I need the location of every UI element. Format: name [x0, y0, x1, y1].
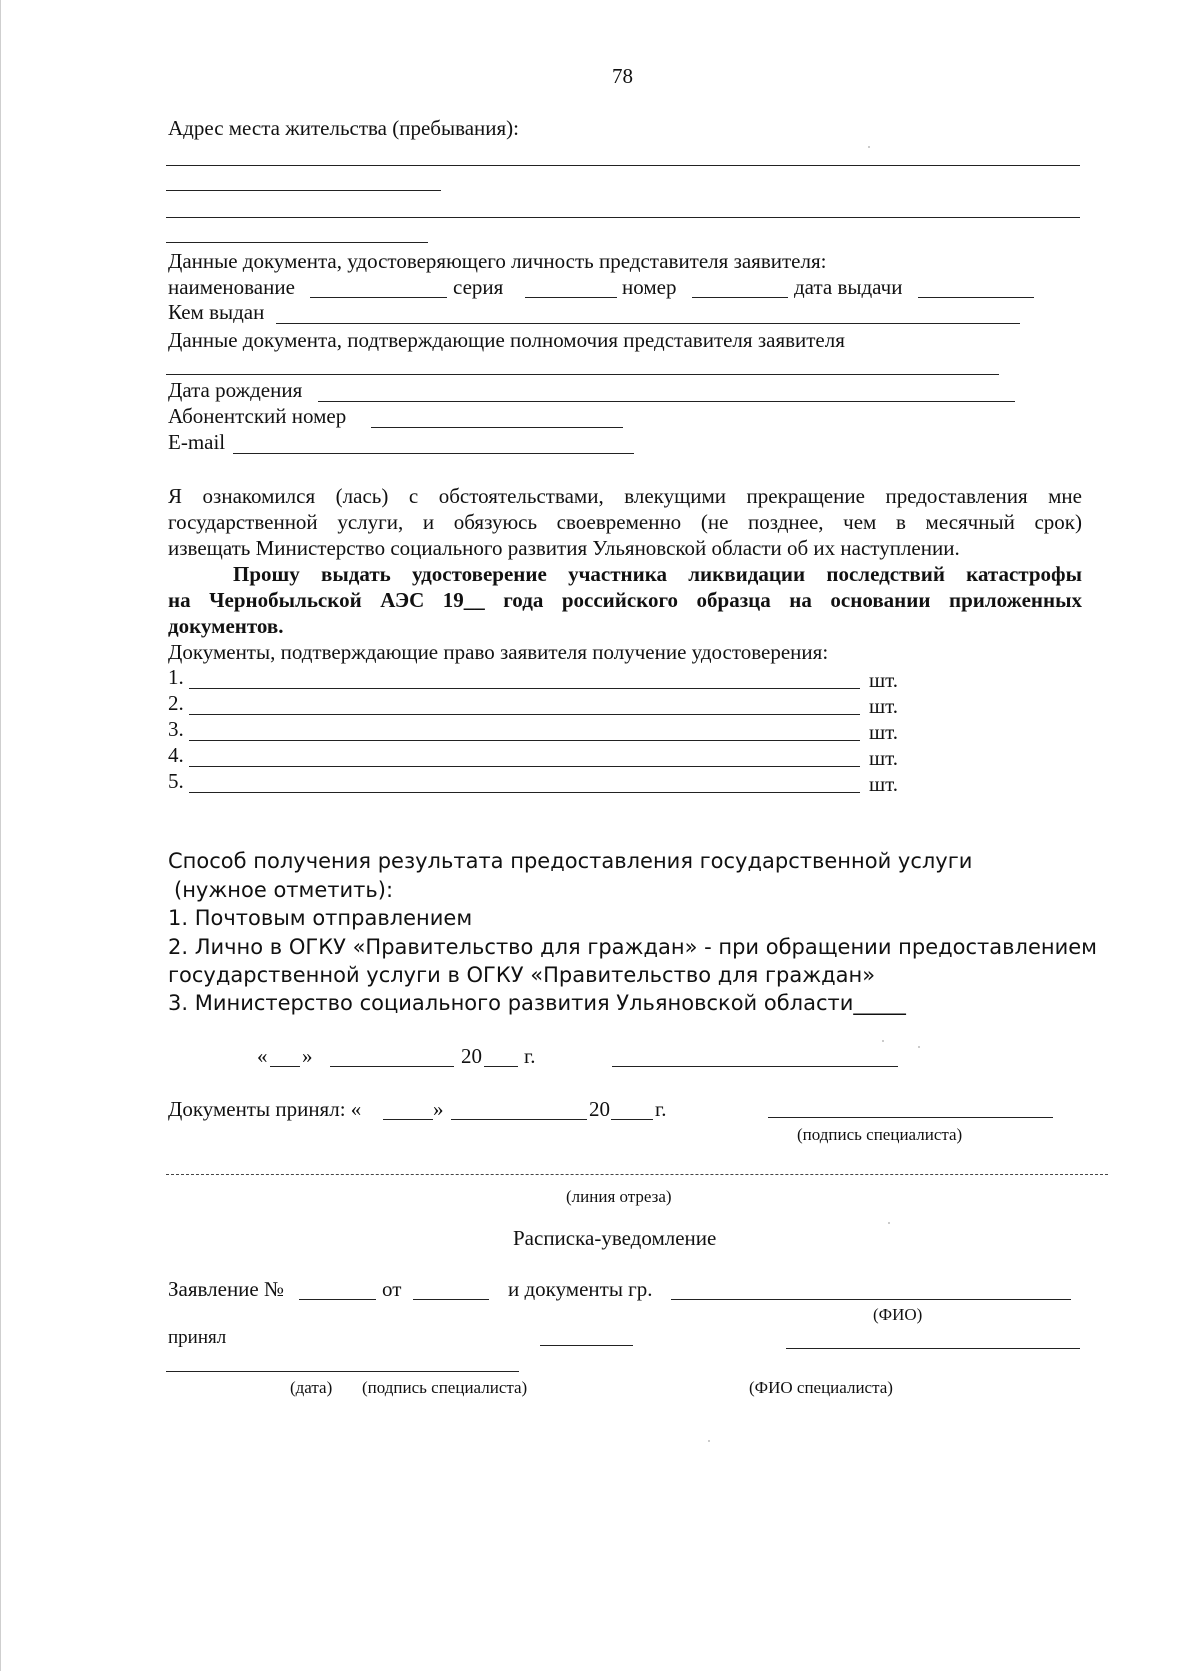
specialist-signature-caption: (подпись специалиста): [797, 1125, 963, 1144]
cut-line: [166, 1174, 1108, 1175]
doc-issue-date-field[interactable]: [918, 297, 1034, 298]
accepted-year-field[interactable]: [611, 1119, 653, 1120]
ack-line-2: государственной услуги, и обязуюсь своевременно (не позднее, чем в месячный срок): [168, 510, 1082, 534]
doc-item-unit: шт.: [869, 720, 899, 744]
doc-item-unit: шт.: [869, 694, 899, 718]
date-year-field[interactable]: [484, 1066, 518, 1067]
documents-of-label: и документы гр.: [508, 1277, 653, 1301]
date-quote-close: »: [302, 1044, 313, 1068]
date-year-suffix: г.: [524, 1044, 536, 1068]
doc-item-field[interactable]: [189, 714, 860, 715]
citizen-fio-field[interactable]: [671, 1299, 1071, 1300]
date-year-prefix: 20: [461, 1044, 482, 1068]
birth-date-label: Дата рождения: [168, 378, 303, 402]
date-quote-open: «: [257, 1044, 268, 1068]
doc-number-label: номер: [622, 275, 677, 299]
method-option-in-person-cont: государственной услуги в ОГКУ «Правительство для граждан»: [168, 963, 876, 987]
doc-series-field[interactable]: [525, 297, 617, 298]
phone-label: Абонентский номер: [168, 404, 347, 428]
accepted-day-field[interactable]: [383, 1119, 433, 1120]
method-title: Способ получения результата предоставления государственной услуги: [168, 849, 973, 873]
doc-item-field[interactable]: [189, 688, 860, 689]
doc-series-label: серия: [453, 275, 504, 299]
doc-issue-date-label: дата выдачи: [794, 275, 903, 299]
doc-item-field[interactable]: [189, 766, 860, 767]
address-field-line-1[interactable]: [166, 165, 1080, 166]
address-field-line-3[interactable]: [166, 217, 1080, 218]
doc-item-unit: шт.: [869, 668, 899, 692]
accepted-year-suffix: г.: [655, 1097, 667, 1121]
doc-item-field[interactable]: [189, 792, 860, 793]
from-label: от: [382, 1277, 402, 1301]
method-subtitle: (нужное отметить):: [174, 878, 394, 902]
request-line-2: на Чернобыльской АЭС 19__ года российского образца на основании приложенных: [168, 588, 1082, 612]
birth-date-field[interactable]: [318, 401, 1015, 402]
date-caption: (дата): [290, 1378, 333, 1397]
doc-item-num: 1.: [168, 665, 184, 689]
date-day-field[interactable]: [270, 1066, 300, 1067]
doc-item-unit: шт.: [869, 772, 899, 796]
doc-item-field[interactable]: [189, 740, 860, 741]
accepted-quote-close: »: [433, 1097, 444, 1121]
cut-line-caption: (линия отреза): [566, 1187, 672, 1206]
email-label: E-mail: [168, 430, 226, 454]
email-field[interactable]: [233, 453, 634, 454]
fio-specialist-caption: (ФИО специалиста): [749, 1378, 893, 1397]
method-option-mail[interactable]: 1. Почтовым отправлением: [168, 906, 473, 930]
date-month-field[interactable]: [330, 1066, 454, 1067]
doc-item-num: 4.: [168, 743, 184, 767]
method-option-in-person[interactable]: 2. Лично в ОГКУ «Правительство для граждан» - при обращении предоставлением: [168, 935, 1098, 959]
receipt-date-field[interactable]: [166, 1371, 519, 1372]
statement-number-field[interactable]: [299, 1299, 376, 1300]
issued-by-label: Кем выдан: [168, 300, 265, 324]
docs-header: Документы, подтверждающие право заявителя получение удостоверения:: [168, 640, 829, 664]
request-line-1: Прошу выдать удостоверение участника ликвидации последствий катастрофы: [233, 562, 1082, 586]
sign-caption: (подпись специалиста): [362, 1378, 528, 1397]
authority-doc-field[interactable]: [166, 374, 999, 375]
doc-number-field[interactable]: [692, 297, 788, 298]
ack-line-1: Я ознакомился (лась) с обстоятельствами, влекущими прекращение предоставления мне: [168, 484, 1082, 508]
doc-name-label: наименование: [168, 275, 295, 299]
doc-name-field[interactable]: [310, 297, 447, 298]
receipt-signature-field[interactable]: [540, 1345, 633, 1346]
page-number: 78: [612, 64, 633, 88]
method-option-ministry[interactable]: 3. Министерство социального развития Ульяновской области_____: [168, 991, 906, 1015]
issued-by-field[interactable]: [276, 323, 1020, 324]
scan-speck: [882, 1040, 884, 1042]
fio-caption: (ФИО): [873, 1305, 923, 1324]
ack-line-3: извещать Министерство социального развития Ульяновской области об их наступлении.: [168, 536, 960, 560]
scan-speck: [888, 1222, 890, 1224]
scan-speck: [918, 1046, 920, 1048]
receipt-specialist-fio-field[interactable]: [786, 1348, 1080, 1349]
rep-doc-label: Данные документа, удостоверяющего личность представителя заявителя:: [168, 249, 827, 273]
address-label: Адрес места жительства (пребывания):: [168, 116, 520, 140]
scan-speck: [868, 146, 870, 148]
scan-speck: [708, 1440, 710, 1442]
receipt-title: Расписка-уведомление: [513, 1226, 717, 1250]
accepted-month-field[interactable]: [451, 1119, 587, 1120]
doc-item-num: 5.: [168, 769, 184, 793]
accepted-year-prefix: 20: [589, 1097, 610, 1121]
request-line-3: документов.: [168, 614, 284, 638]
specialist-signature-field[interactable]: [768, 1117, 1053, 1118]
applicant-signature-field[interactable]: [612, 1066, 898, 1067]
doc-item-num: 3.: [168, 717, 184, 741]
accepted-label: Документы принял: «: [168, 1097, 362, 1121]
address-field-line-2[interactable]: [166, 190, 441, 191]
authority-doc-label: Данные документа, подтверждающие полномочия представителя заявителя: [168, 328, 845, 352]
statement-date-field[interactable]: [413, 1299, 489, 1300]
page-left-edge: [0, 0, 4, 1671]
phone-field[interactable]: [371, 427, 623, 428]
statement-label: Заявление №: [168, 1277, 285, 1301]
accepted-short-label: принял: [168, 1327, 227, 1348]
address-field-line-4[interactable]: [166, 242, 428, 243]
doc-item-unit: шт.: [869, 746, 899, 770]
doc-item-num: 2.: [168, 691, 184, 715]
